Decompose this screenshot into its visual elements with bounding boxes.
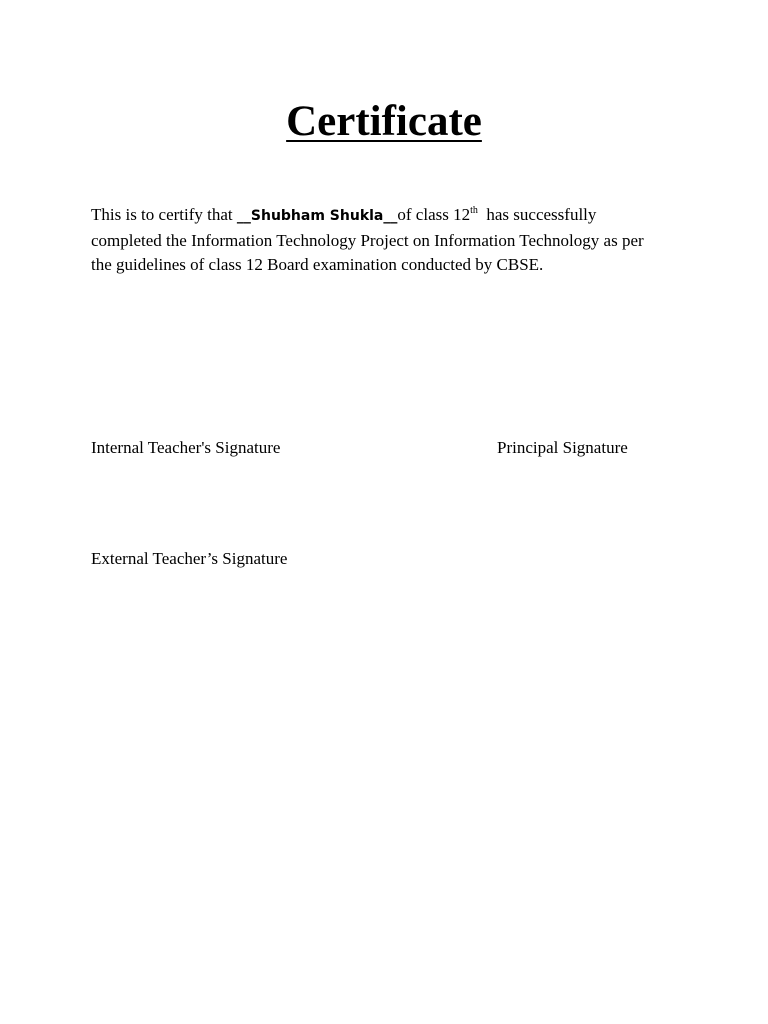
external-teacher-signature: External Teacher’s Signature <box>91 549 288 568</box>
paragraph-line-3: the guidelines of class 12 Board examination conducted by CBSE. <box>91 255 544 274</box>
student-name: __Shubham Shukla__ <box>236 208 398 224</box>
paragraph-line-2: completed the Information Technology Project on Information Technology as per <box>91 230 644 250</box>
page-title <box>0 96 768 148</box>
internal-teacher-signature: Internal Teacher's Signature <box>91 438 281 457</box>
class-superscript: th <box>470 205 478 216</box>
principal-signature: Principal Signature <box>497 438 628 457</box>
intro-text: This is to certify that <box>91 205 237 224</box>
completion-text: has successfully <box>477 205 597 224</box>
class-text: of class 12 <box>397 205 471 224</box>
title-text: Certificate <box>286 98 482 145</box>
certificate-paragraph <box>91 203 681 278</box>
